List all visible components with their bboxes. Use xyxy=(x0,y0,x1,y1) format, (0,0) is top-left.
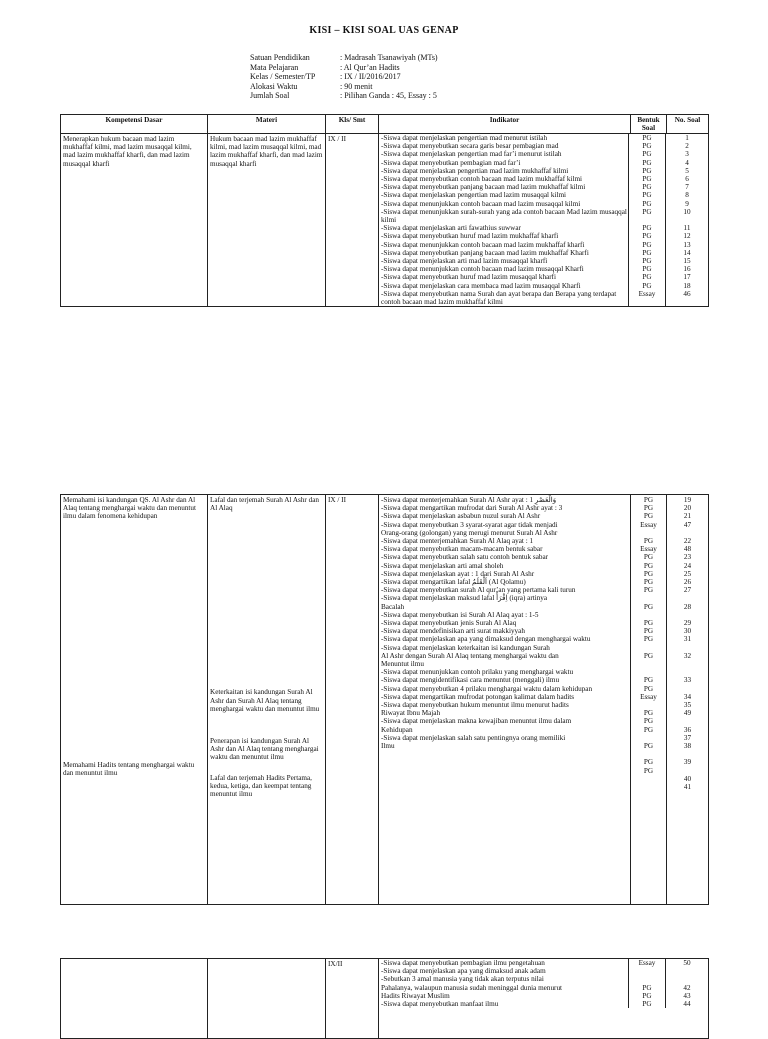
kisi-table-1 xyxy=(60,114,709,307)
no-soal: 49 xyxy=(683,709,692,718)
indikator-text: Orang-orang (golongan) yang merugi menurut Surah Al Ashr xyxy=(381,528,558,537)
indikator-text: -Siswa dapat menyebutkan 3 syarat-syarat agar tidak menjadi xyxy=(381,520,558,529)
bentuk-soal: PG xyxy=(643,496,654,504)
no-soal: 11 xyxy=(665,224,708,232)
no-soal: 42 xyxy=(665,984,708,992)
bentuk-soal xyxy=(633,750,664,758)
indikator-row xyxy=(379,249,708,257)
no-soal: 20 xyxy=(683,504,692,513)
no-soal: 37 xyxy=(683,733,692,742)
bentuk-soal: PG xyxy=(628,1000,665,1008)
bentuk-soal: PG xyxy=(643,635,654,644)
document-info xyxy=(250,53,438,101)
bentuk-soal: Essay xyxy=(640,545,657,554)
bentuk-soal: PG xyxy=(643,627,654,636)
indikator-text: -Siswa dapat menyebutkan hukum menuntut ilmu menurut hadits xyxy=(381,701,569,710)
indikator-text: -Siswa dapat menyebutkan 4 prilaku menghargai waktu dalam kehidupan xyxy=(381,684,593,693)
no-soal: 36 xyxy=(683,725,692,734)
no-soal: 23 xyxy=(683,553,692,562)
materi-4: Lafal dan terjemah Hadits Pertama, kedua, ketiga, dan keempat tentang menuntut ilmu xyxy=(210,773,312,799)
no-soal: 18 xyxy=(665,282,708,290)
bentuk-soal: PG xyxy=(643,561,654,570)
indikator-text: Hadits Riwayat Muslim xyxy=(381,991,450,1000)
indikator-row xyxy=(379,175,708,183)
bentuk-soal: PG xyxy=(643,602,654,611)
no-soal: 39 xyxy=(683,758,692,767)
bentuk-soal: PG xyxy=(628,150,665,158)
bentuk-soal: PG xyxy=(628,167,665,175)
table-header-row xyxy=(61,115,709,134)
header-no-soal: No. Soal xyxy=(667,115,709,134)
no-soal: 32 xyxy=(683,651,692,660)
indikator-list xyxy=(379,959,709,1039)
indikator-text: -Siswa dapat menyebutkan huruf mad lazim musaqqal kharfi xyxy=(381,273,557,282)
header-kompetensi: Kompetensi Dasar xyxy=(61,115,208,134)
indikator-text: Ilmu xyxy=(381,742,395,751)
bentuk-soal xyxy=(633,594,664,602)
indikator-text: -Siswa dapat mengartikan mufrodat potongan kalimat dalam hadits xyxy=(381,692,575,701)
bentuk-soal: PG xyxy=(628,273,665,281)
no-soal: 34 xyxy=(683,692,692,701)
indikator-cell xyxy=(379,495,631,905)
materi-cell xyxy=(208,495,326,905)
bentuk-soal: PG xyxy=(643,553,654,562)
bentuk-soal: PG xyxy=(643,725,654,734)
bentuk-soal xyxy=(628,975,665,983)
no-soal xyxy=(669,611,706,619)
no-soal: 33 xyxy=(683,676,692,685)
no-soal: 9 xyxy=(665,200,708,208)
bentuk-soal: PG xyxy=(643,586,654,595)
indikator-row xyxy=(379,1000,708,1008)
bentuk-soal: PG xyxy=(628,208,665,224)
indikator-text: -Siswa dapat menjelaskan makna kewajiban menuntut ilmu dalam xyxy=(381,717,572,726)
bentuk-soal: PG xyxy=(643,578,654,587)
no-soal: 5 xyxy=(665,167,708,175)
indikator-row xyxy=(379,241,708,249)
bentuk-soal: PG xyxy=(628,159,665,167)
indikator-text: -Siswa dapat menjelaskan asbabun nuzul surah Al Ashr xyxy=(381,512,541,521)
indikator-text: -Siswa dapat menjelaskan pengertian mad far’i menurut istilah xyxy=(381,150,562,159)
bentuk-soal: PG xyxy=(643,717,654,726)
indikator-text: -Siswa dapat menjelaskan keterkaitan isi kandungan Surah xyxy=(381,643,550,652)
info-row: Alokasi Waktu : 90 menit xyxy=(250,81,373,91)
indikator-text: -Siswa dapat mengartikan lafal اَلْقَلَمُ (Al Qolamu) xyxy=(381,578,526,587)
materi-cell: Hukum bacaan mad lazim mukhaffaf kilmi, mad lazim musaqqal kilmi, mad lazim mukhaffaf kharfi, dan mad lazim musaqqal kharfi xyxy=(208,134,326,307)
indikator-text: -Sebutkan 3 amal manusia yang tidak akan terputus nilai xyxy=(381,975,544,984)
bentuk-soal xyxy=(633,644,664,652)
no-soal: 17 xyxy=(665,273,708,281)
info-row: Mata Pelajaran : Al Qur’an Hadits xyxy=(250,62,400,72)
bentuk-soal: PG xyxy=(628,992,665,1000)
bentuk-soal: Essay xyxy=(628,959,665,967)
bentuk-soal: PG xyxy=(643,684,654,693)
indikator-text: -Siswa dapat menyebutkan panjang bacaan mad lazim mukhaffaf kilmi xyxy=(381,183,586,192)
no-soal: 15 xyxy=(665,257,708,265)
no-soal: 38 xyxy=(683,741,692,750)
bentuk-soal-cell xyxy=(631,495,667,905)
indikator-text: Riwayat Ibnu Majah xyxy=(381,709,441,718)
indikator-row xyxy=(379,290,708,306)
indikator-text: Kehidupan xyxy=(381,725,413,734)
indikator-text: -Siswa dapat menyebutkan pembagian mad far’i xyxy=(381,158,521,167)
kompetensi-dasar-1: Memahami isi kandungan QS. Al Ashr dan Al Alaq tentang menghargai waktu dan menuntut ilmu dalam fenomena kehidupan xyxy=(63,496,197,521)
no-soal xyxy=(669,644,706,652)
no-soal: 29 xyxy=(683,619,692,627)
no-soal: 48 xyxy=(683,545,692,554)
no-soal: 16 xyxy=(665,265,708,273)
no-soal: 26 xyxy=(683,578,692,587)
indikator-text: -Siswa dapat menyebutkan panjang bacaan mad lazim mukhaffaf Kharfi xyxy=(381,248,589,257)
indikator-row xyxy=(379,984,708,992)
indikator-row xyxy=(379,273,708,281)
bentuk-soal: PG xyxy=(628,175,665,183)
bentuk-soal xyxy=(633,529,664,537)
indikator-row xyxy=(379,134,708,142)
no-soal xyxy=(669,668,706,676)
indikator-text: -Siswa dapat menyebutkan nama Surah dan ayat berapa dan Berapa yang terdapat contoh bacaan mad lazim mukhaffaf kilmi xyxy=(381,289,617,307)
indikator-text: -Siswa dapat menyebutkan pembagian ilmu pengetahuan xyxy=(381,959,545,967)
indikator-row xyxy=(379,191,708,199)
no-soal: 35 xyxy=(683,700,692,709)
indikator-row xyxy=(379,967,708,975)
bentuk-soal: PG xyxy=(643,758,654,767)
bentuk-soal: PG xyxy=(643,504,654,513)
kompetensi-dasar-cell: Menerapkan hukum bacaan mad lazim mukhaffaf kilmi, mad lazim musaqqal kilmi, mad lazim mukhaffaf kharfi, dan mad lazim musaqqal kharfi xyxy=(61,134,208,307)
table-row xyxy=(61,495,709,905)
no-soal: 47 xyxy=(683,520,692,529)
no-soal-cell xyxy=(667,495,709,905)
no-soal: 6 xyxy=(665,175,708,183)
table-row xyxy=(61,959,709,1039)
indikator-text: -Siswa dapat menyebutkan surah Al qur’an yang pertama kali turun xyxy=(381,586,576,595)
indikator-row xyxy=(379,142,708,150)
no-soal: 24 xyxy=(683,561,692,570)
no-soal: 4 xyxy=(665,159,708,167)
header-kelas: Kls/ Smt xyxy=(326,115,379,134)
no-soal: 10 xyxy=(665,208,708,224)
bentuk-soal: PG xyxy=(643,651,654,660)
indikator-row xyxy=(379,183,708,191)
indikator-text: -Siswa dapat menjelaskan ayat : 1 dari Surah Al Ashr xyxy=(381,569,535,578)
info-row: Kelas / Semester/TP : IX / II/2016/2017 xyxy=(250,72,401,82)
indikator-row xyxy=(379,975,708,983)
indikator-text: -Siswa dapat menjelaskan pengertian mad menurut istilah xyxy=(381,134,548,142)
header-bentuk-soal: Bentuk Soal xyxy=(631,115,667,134)
bentuk-soal: PG xyxy=(643,512,654,521)
indikator-row xyxy=(379,992,708,1000)
indikator-row xyxy=(379,200,708,208)
table-row xyxy=(61,134,709,307)
indikator-row xyxy=(379,224,708,232)
bentuk-soal: PG xyxy=(643,766,654,775)
indikator-text: -Siswa dapat menjelaskan cara membaca mad lazim musaqqal Kharfi xyxy=(381,281,581,290)
bentuk-soal: PG xyxy=(628,984,665,992)
indikator-row xyxy=(379,232,708,240)
kelas-cell: IX/II xyxy=(326,959,379,1039)
kisi-table-2 xyxy=(60,494,709,905)
indikator-list xyxy=(379,134,709,307)
bentuk-soal: Essay xyxy=(628,290,665,306)
no-soal xyxy=(665,967,708,975)
indikator-row xyxy=(379,167,708,175)
indikator-row xyxy=(379,257,708,265)
bentuk-soal: PG xyxy=(628,200,665,208)
indikator-text: -Siswa dapat menyebutkan secara garis besar pembagian mad xyxy=(381,142,559,151)
bentuk-soal: PG xyxy=(628,191,665,199)
no-soal xyxy=(669,767,706,775)
indikator-items xyxy=(379,134,708,306)
header-materi: Materi xyxy=(208,115,326,134)
indikator-row xyxy=(379,265,708,273)
bentuk-soal: PG xyxy=(628,265,665,273)
no-soal: 46 xyxy=(665,290,708,306)
bentuk-soal: PG xyxy=(643,537,654,545)
materi-2: Keterkaitan isi kandungan Surah Al Ashr dan Surah Al Alaq tentang menghargai waktu dan menuntut ilmu xyxy=(210,688,320,713)
indikator-text: -Siswa dapat menyebutkan jenis Surah Al Alaq xyxy=(381,619,517,628)
indikator-text: -Siswa dapat menjelaskan pengertian mad lazim musaqqal kilmi xyxy=(381,191,567,200)
no-soal: 30 xyxy=(683,627,692,636)
indikator-text: -Siswa dapat mendefinisikan arti surat makkiyyah xyxy=(381,627,525,636)
indikator-text: -Siswa dapat menterjemahkan Surah Al Ashr ayat : 1 وَالْعَصْرِ xyxy=(381,496,557,504)
indikator-row xyxy=(379,282,708,290)
indikator-text: -Siswa dapat menunjukkan contoh bacaan mad lazim musaqqal kilmi xyxy=(381,199,581,208)
no-soal: 3 xyxy=(665,150,708,158)
indikator-text: -Siswa dapat menunjukkan surah-surah yang ada contoh bacaan Mad lazim musaqqal kilmi xyxy=(381,207,627,225)
indikator-text: -Siswa dapat menterjemahkan Surah Al Alaq ayat : 1 xyxy=(381,537,534,546)
indikator-text: -Siswa dapat mengartikan mufrodat dari Surah Al Ashr ayat : 3 xyxy=(381,504,563,513)
bentuk-soal xyxy=(633,734,664,742)
indikator-row xyxy=(379,959,708,967)
no-soal: 13 xyxy=(665,241,708,249)
no-soal: 31 xyxy=(683,635,692,644)
bentuk-soal: PG xyxy=(628,134,665,142)
indikator-text: -Siswa dapat menjelaskan arti amal sholeh xyxy=(381,561,504,570)
kompetensi-dasar-cell xyxy=(61,959,208,1039)
bentuk-soal xyxy=(633,701,664,709)
bentuk-soal xyxy=(628,967,665,975)
no-soal xyxy=(669,529,706,537)
no-soal: 22 xyxy=(683,537,692,545)
no-soal xyxy=(669,660,706,668)
kelas-cell: IX / II xyxy=(326,495,379,905)
header-indikator: Indikator xyxy=(379,115,631,134)
indikator-items xyxy=(379,959,708,1008)
indikator-text: -Siswa dapat menunjukkan contoh bacaan mad lazim mukhaffaf kharfi xyxy=(381,240,585,249)
no-soal: 28 xyxy=(683,602,692,611)
no-soal: 1 xyxy=(665,134,708,142)
bentuk-soal: PG xyxy=(643,619,654,627)
no-soal: 8 xyxy=(665,191,708,199)
kompetensi-dasar-cell xyxy=(61,495,208,905)
no-soal: 25 xyxy=(683,569,692,578)
indikator-text: -Siswa dapat mengidentifikasi cara menuntut (menggali) ilmu xyxy=(381,676,560,685)
info-row: Satuan Pendidikan : Madrasah Tsanawiyah (MTs) xyxy=(250,53,438,62)
bentuk-soal: PG xyxy=(628,224,665,232)
document-title: KISI – KISI SOAL UAS GENAP xyxy=(309,25,459,36)
no-soal: 44 xyxy=(665,1000,708,1008)
no-soal: 40 xyxy=(683,774,692,783)
indikator-row xyxy=(379,159,708,167)
no-soal: 14 xyxy=(665,249,708,257)
indikator-text: -Siswa dapat menjelaskan apa yang dimaksud dengan menghargai waktu xyxy=(381,635,591,644)
indikator-text: -Siswa dapat menjelaskan arti fawathius suwwar xyxy=(381,224,521,233)
no-soal: 27 xyxy=(683,586,692,595)
bentuk-soal: PG xyxy=(628,232,665,240)
bentuk-soal xyxy=(633,611,664,619)
kisi-table-3 xyxy=(60,958,709,1039)
indikator-text: -Siswa dapat menyebutkan isi Surah Al Alaq ayat : 1-5 xyxy=(381,610,539,619)
bentuk-soal: Essay xyxy=(640,692,657,701)
no-soal: 2 xyxy=(665,142,708,150)
bentuk-soal: PG xyxy=(643,709,654,718)
no-soal: 43 xyxy=(665,992,708,1000)
no-soal: 7 xyxy=(665,183,708,191)
no-soal xyxy=(669,717,706,725)
no-soal: 12 xyxy=(665,232,708,240)
no-soal xyxy=(665,975,708,983)
no-soal xyxy=(669,594,706,602)
bentuk-soal xyxy=(633,660,664,668)
no-soal: 19 xyxy=(683,496,692,504)
bentuk-soal xyxy=(633,668,664,676)
materi-cell xyxy=(208,959,326,1039)
kelas-cell: IX / II xyxy=(326,134,379,307)
no-soal: 41 xyxy=(683,782,692,791)
bentuk-soal: PG xyxy=(628,282,665,290)
indikator-text: -Siswa dapat menyebutkan salah satu contoh bentuk sabar xyxy=(381,553,549,562)
bentuk-soal: PG xyxy=(628,142,665,150)
indikator-text: -Siswa dapat menjelaskan salah satu pentingnya orang memiliki xyxy=(381,733,566,742)
bentuk-soal: PG xyxy=(643,676,654,685)
indikator-text: -Siswa dapat menyebutkan manfaat ilmu xyxy=(381,1000,499,1009)
indikator-text: Pahalanya, walaupun manusia sudah meninggal dunia menurut xyxy=(381,983,563,992)
indikator-text: Al Ashr dengan Surah Al Alaq tentang menghargai waktu dan xyxy=(381,651,559,660)
kompetensi-dasar-2: Memahami Hadits tentang menghargai waktu dan menuntut ilmu xyxy=(63,760,195,777)
indikator-text: -Siswa dapat menunjukkan contoh prilaku yang menghargai waktu xyxy=(381,668,574,677)
indikator-text: Menuntut ilmu xyxy=(381,660,424,669)
materi-1: Lafal dan terjemah Surah Al Ashr dan Al Alaq xyxy=(210,496,319,513)
indikator-text: -Siswa dapat menyebutkan huruf mad lazim mukhaffaf kharfi xyxy=(381,232,559,241)
bentuk-soal: PG xyxy=(628,183,665,191)
bentuk-soal: Essay xyxy=(640,520,657,529)
indikator-text: -Siswa dapat menjelaskan arti mad lazim musaqqal kharfi xyxy=(381,257,548,266)
bentuk-soal: PG xyxy=(628,241,665,249)
indikator-text: -Siswa dapat menjelaskan apa yang dimaksud anak adam xyxy=(381,967,546,976)
indikator-row xyxy=(379,150,708,158)
bentuk-soal: PG xyxy=(628,249,665,257)
info-row: Jumlah Soal : Pilihan Ganda : 45, Essay : 5 xyxy=(250,91,437,101)
bentuk-soal: PG xyxy=(643,741,654,750)
indikator-text: -Siswa dapat menjelaskan maksud lafal اِقْرَأْ (iqra) artinya xyxy=(381,594,548,603)
indikator-row xyxy=(379,208,708,224)
no-soal xyxy=(669,685,706,693)
indikator-text: -Siswa dapat menunjukkan contoh bacaan mad lazim musaqqal Kharfi xyxy=(381,265,584,274)
materi-3: Penerapan isi kandungan Surah Al Ashr dan Al Alaq tentang menghargai waktu dan menuntut ilmu xyxy=(210,737,319,762)
indikator-text: -Siswa dapat menjelaskan pengertian mad lazim mukhaffaf kilmi xyxy=(381,166,569,175)
indikator-text: -Siswa dapat menyebutkan macam-macam bentuk sabar xyxy=(381,545,543,554)
no-soal: 50 xyxy=(665,959,708,967)
no-soal: 21 xyxy=(683,512,692,521)
bentuk-soal: PG xyxy=(643,569,654,578)
indikator-text: -Siswa dapat menyebutkan contoh bacaan mad lazim mukhaffaf kilmi xyxy=(381,175,583,184)
indikator-text: Bacalah xyxy=(381,602,405,611)
bentuk-soal: PG xyxy=(628,257,665,265)
no-soal xyxy=(669,750,706,758)
